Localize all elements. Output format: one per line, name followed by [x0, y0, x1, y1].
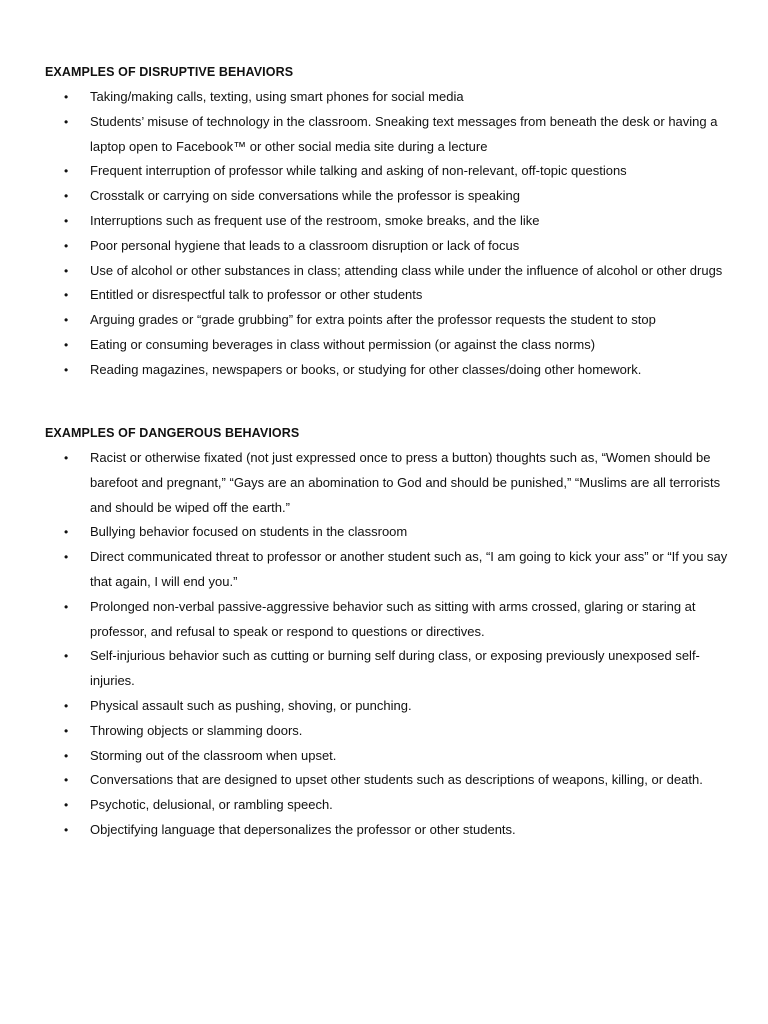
list-item — [45, 184, 735, 209]
list-item — [45, 719, 735, 744]
dangerous-behaviors-section — [45, 423, 735, 843]
bullet-icon: • — [64, 189, 69, 204]
list-item — [45, 818, 735, 843]
bullet-icon: • — [64, 313, 69, 328]
list-item-text: Frequent interruption of professor while talking and asking of non-relevant, off-topic questions — [90, 163, 627, 179]
disruptive-behaviors-heading: EXAMPLES OF DISRUPTIVE BEHAVIORS — [45, 65, 294, 79]
dangerous-behaviors-heading: EXAMPLES OF DANGEROUS BEHAVIORS — [45, 426, 300, 440]
bullet-icon: • — [64, 599, 69, 614]
list-item — [45, 308, 735, 333]
list-item — [45, 159, 735, 184]
list-item — [45, 768, 735, 793]
list-item — [45, 209, 735, 234]
list-item-text: Objectifying language that depersonalizes the professor or other students. — [90, 821, 516, 837]
bullet-icon: • — [64, 288, 69, 303]
list-item-text: Storming out of the classroom when upset. — [90, 747, 337, 763]
list-item — [45, 259, 735, 284]
bullet-icon: • — [64, 773, 69, 788]
list-item-text: Physical assault such as pushing, shoving, or punching. — [90, 697, 412, 713]
list-item-text: Bullying behavior focused on students in the classroom — [90, 524, 408, 540]
list-item — [45, 520, 735, 545]
list-item — [45, 234, 735, 259]
list-item-text: Psychotic, delusional, or rambling speech. — [90, 797, 333, 813]
list-item — [45, 110, 735, 160]
list-item-text: Throwing objects or slamming doors. — [90, 722, 303, 738]
list-item-text: Arguing grades or “grade grubbing” for extra points after the professor requests the student to stop — [90, 312, 656, 328]
list-item-text: Conversations that are designed to upset other students such as descriptions of weapons, killing, or death. — [90, 772, 703, 788]
list-item-text: Taking/making calls, texting, using smart phones for social media — [90, 89, 464, 104]
bullet-icon: • — [64, 550, 69, 565]
bullet-icon: • — [64, 238, 69, 253]
list-item — [45, 333, 735, 358]
list-item-text: Students’ misuse of technology in the classroom. Sneaking text messages from beneath the desk or having a laptop open to Facebook™ or other social media site during a lecture — [90, 113, 718, 154]
list-item-text: Reading magazines, newspapers or books, or studying for other classes/doing other homework. — [90, 361, 642, 377]
bullet-icon: • — [64, 748, 69, 763]
list-item-text: Eating or consuming beverages in class without permission (or against the class norms) — [90, 336, 596, 352]
bullet-icon: • — [64, 798, 69, 813]
list-item — [45, 358, 735, 383]
bullet-icon: • — [64, 525, 69, 540]
bullet-icon: • — [64, 263, 69, 278]
bullet-icon: • — [64, 822, 69, 837]
disruptive-behaviors-section — [45, 62, 735, 383]
list-item — [45, 595, 735, 645]
bullet-icon: • — [64, 698, 69, 713]
list-item — [45, 694, 735, 719]
bullet-icon: • — [64, 723, 69, 738]
bullet-icon: • — [64, 337, 69, 352]
bullet-icon: • — [64, 649, 69, 664]
list-item-text: Crosstalk or carrying on side conversations while the professor is speaking — [90, 188, 520, 204]
list-item — [45, 644, 735, 694]
bullet-icon: • — [64, 114, 69, 129]
disruptive-behaviors-list — [45, 85, 735, 383]
list-item-text: Interruptions such as frequent use of the restroom, smoke breaks, and the like — [90, 212, 540, 228]
list-item-text: Use of alcohol or other substances in class; attending class while under the influence of alcohol or other drugs — [90, 262, 723, 278]
list-item — [45, 85, 735, 110]
list-item-text: Racist or otherwise fixated (not just expressed once to press a button) thoughts such as, “Women should be barefoot and pregnant,” “Gays are an abomination to God and should be punished,” “Muslims are all terrorists and should be wiped off the earth.” — [90, 450, 721, 515]
list-item-text: Entitled or disrespectful talk to professor or other students — [90, 287, 423, 303]
list-item — [45, 744, 735, 769]
list-item — [45, 793, 735, 818]
bullet-icon: • — [64, 164, 69, 179]
list-item-text: Self-injurious behavior such as cutting or burning self during class, or exposing previously unexposed self-injuries. — [90, 648, 700, 689]
bullet-icon: • — [64, 90, 69, 104]
list-item-text: Direct communicated threat to professor or another student such as, “I am going to kick your ass” or “If you say that again, I will end you.” — [90, 549, 728, 589]
bullet-icon: • — [64, 362, 69, 377]
dangerous-behaviors-list — [45, 446, 735, 843]
list-item-text: Poor personal hygiene that leads to a classroom disruption or lack of focus — [90, 237, 520, 253]
list-item-text: Prolonged non-verbal passive-aggressive behavior such as sitting with arms crossed, glaring or staring at professor, and refusal to speak or respond to questions or directives. — [90, 598, 696, 639]
list-item — [45, 283, 735, 308]
list-item — [45, 446, 735, 520]
list-item — [45, 545, 735, 595]
bullet-icon: • — [64, 451, 69, 465]
bullet-icon: • — [64, 213, 69, 228]
